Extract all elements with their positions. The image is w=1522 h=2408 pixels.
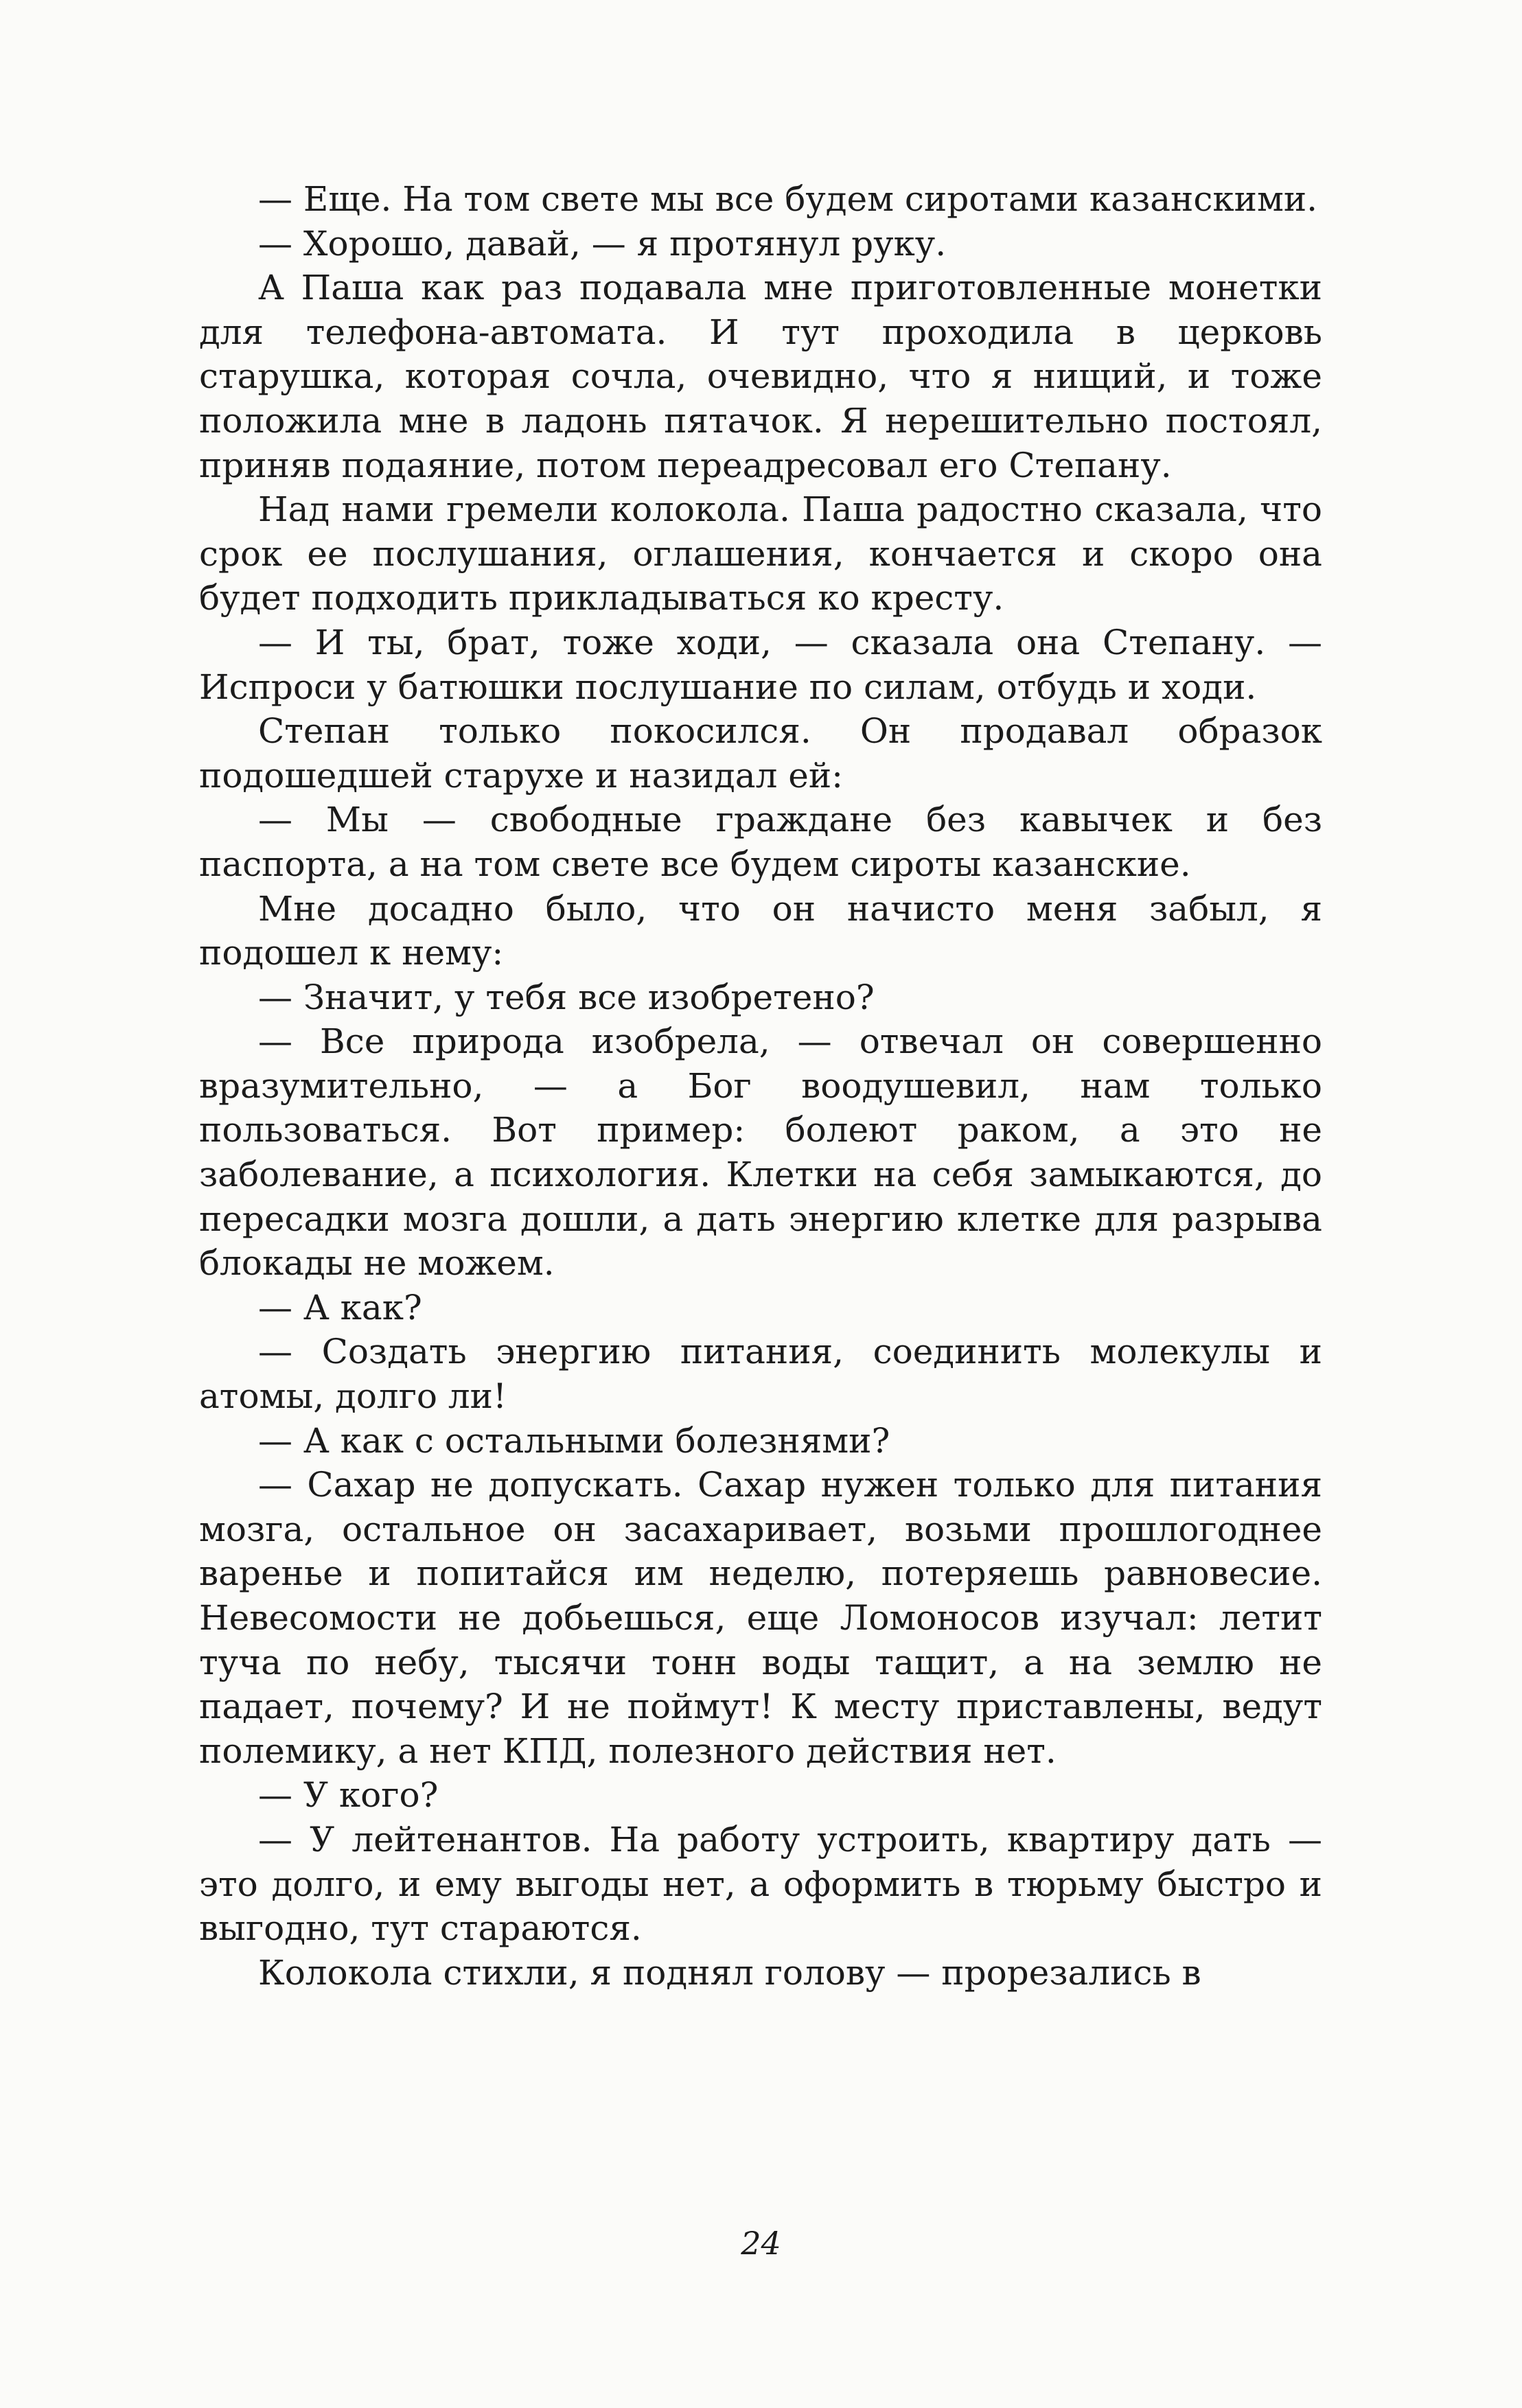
body-text (199, 177, 1322, 1995)
paragraph: — Создать энергию питания, соединить молекулы и атомы, долго ли! (199, 1332, 1322, 1417)
paragraph: — А как с остальными болезнями? (258, 1420, 890, 1461)
paragraph: Мне досадно было, что он начисто меня забыл, я подошел к нему: (199, 888, 1322, 973)
paragraph: — Мы — свободные граждане без кавычек и без паспорта, а на том свете все будем сироты казанские. (199, 800, 1322, 884)
paragraph: — Сахар не допускать. Сахар нужен только для питания мозга, остальное он засахаривает, возьми прошлогоднее варенье и попитайся им неделю, потеряешь равновесие. Невесомости не добьешься, еще Ломоносов изучал: летит туча по небу, тысячи тонн воды тащит, а на землю не падает, почему? И не поймут! К месту приставлены, ведут полемику, а нет КПД, полезного действия нет. (199, 1465, 1322, 1771)
paragraph: Степан только покосился. Он продавал образок подошедшей старухе и назидал ей: (199, 711, 1322, 796)
paragraph: — Хорошо, давай, — я протянул руку. (258, 223, 947, 264)
paragraph: Колокола стихли, я поднял голову — прорезались в (258, 1952, 1201, 1993)
paragraph: Над нами гремели колокола. Паша радостно сказала, что срок ее послушания, оглашения, кончается и скоро она будет подходить прикладываться ко кресту. (199, 489, 1322, 618)
paragraph: — Все природа изобрела, — отвечал он совершенно вразумительно, — а Бог воодушевил, нам только пользоваться. Вот пример: болеют раком, а это не заболевание, а психология. Клетки на себя замыкаются, до пересадки мозга дошли, а дать энергию клетке для разрыва блокады не можем. (199, 1021, 1322, 1284)
paragraph: — У кого? (258, 1775, 439, 1816)
page-number: 24 (741, 2225, 781, 2262)
paragraph: — Значит, у тебя все изобретено? (258, 977, 875, 1017)
paragraph: А Паша как раз подавала мне приготовленные монетки для телефона-автомата. И тут проходила в церковь старушка, которая сочла, очевидно, что я нищий, и тоже положила мне в ладонь пятачок. Я нерешительно постоял, приняв подаяние, потом переадресовал его Степану. (199, 268, 1322, 485)
paragraph: — Еще. На том свете мы все будем сиротами казанскими. (258, 179, 1318, 219)
paragraph: — А как? (258, 1287, 422, 1328)
paragraph: — И ты, брат, тоже ходи, — сказала она Степану. — Испроси у батюшки послушание по силам, отбудь и ходи. (199, 622, 1322, 707)
paragraph: — У лейтенантов. На работу устроить, квартиру дать — это долго, и ему выгоды нет, а оформить в тюрьму быстро и выгодно, тут стараются. (199, 1819, 1322, 1949)
